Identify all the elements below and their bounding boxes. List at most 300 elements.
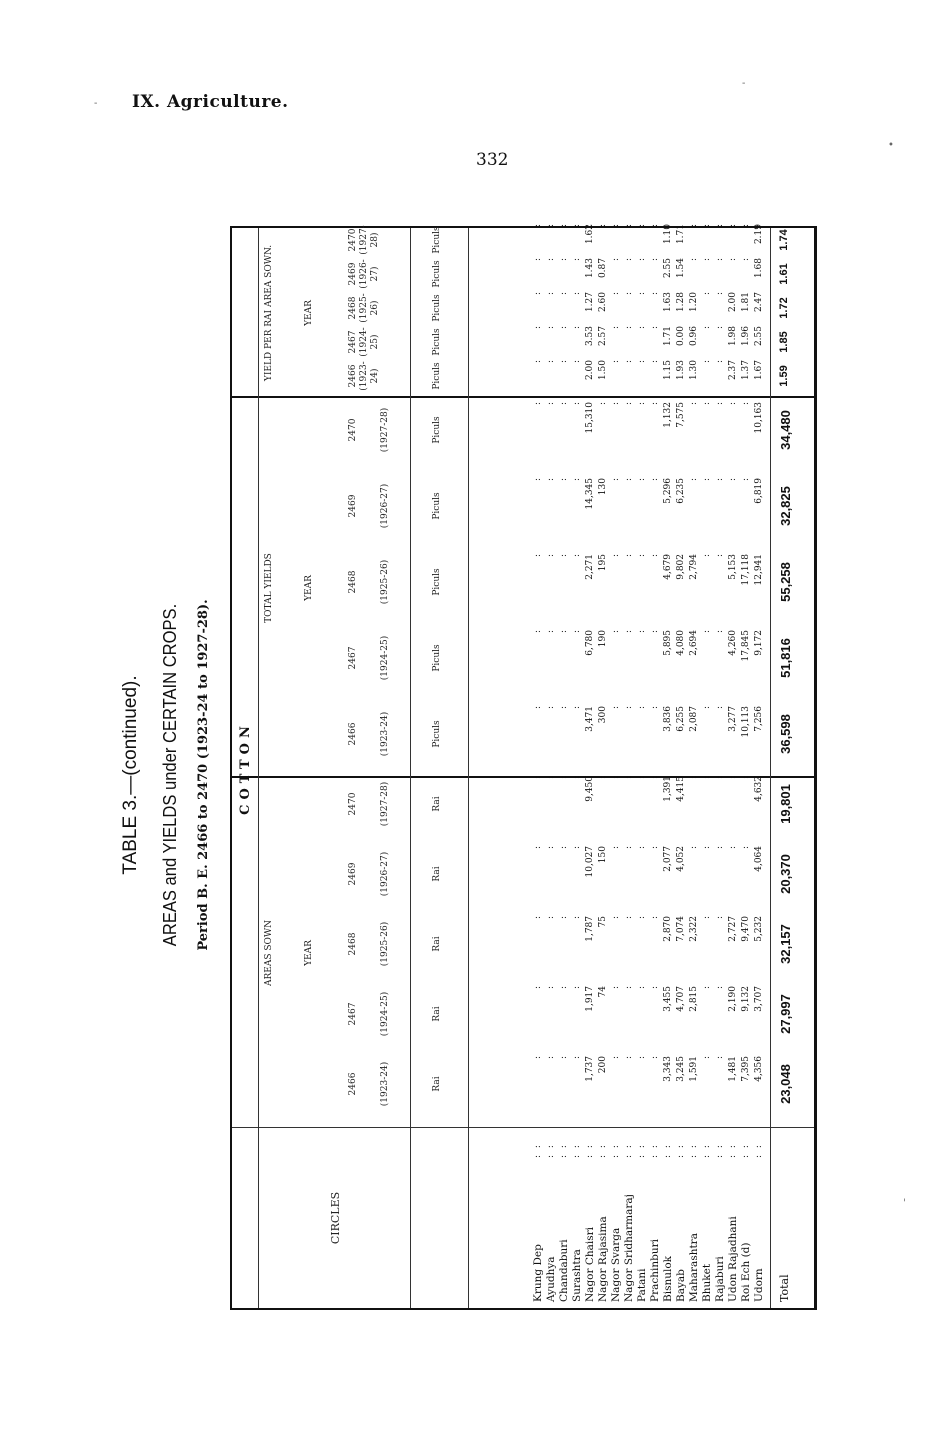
per-rai-cell: :	[650, 258, 660, 262]
circle-name: Nagor Sridharmaraj	[623, 1194, 635, 1302]
table-title: TABLE 3.—(continued).	[120, 675, 141, 875]
per-rai-cell: :	[611, 224, 621, 228]
area-cell: :	[624, 1056, 634, 1060]
area-cell: :	[533, 776, 543, 780]
unit-label: Piculs	[432, 328, 442, 356]
circle-name: Rajaburi	[714, 1256, 726, 1302]
yield-cell: :	[611, 630, 621, 634]
total-area: 23,048	[778, 1064, 793, 1104]
section-heading: IX. Agriculture.	[132, 92, 289, 112]
yield-cell: 195	[598, 554, 608, 572]
unit-label: Piculs	[432, 644, 442, 672]
year-label: YEAR	[304, 940, 314, 966]
area-cell: 9,470	[741, 916, 751, 942]
per-rai-cell: :	[650, 224, 660, 228]
area-cell: :	[689, 846, 699, 850]
per-rai-cell: :	[546, 360, 556, 364]
yield-cell: :	[624, 630, 634, 634]
per-rai-cell: 1.20	[689, 292, 699, 313]
yield-cell: 2,271	[585, 554, 595, 580]
year-header-ce: (1926-27)	[380, 851, 390, 897]
yield-cell: :	[611, 554, 621, 558]
area-cell: 1,591	[689, 1056, 699, 1082]
year-header-be: 2468	[348, 570, 358, 594]
per-rai-cell: :	[715, 292, 725, 296]
area-cell: 4,415	[676, 776, 686, 802]
yield-cell: :	[611, 402, 621, 406]
total-yield: 51,816	[778, 638, 793, 678]
per-rai-cell: :	[546, 326, 556, 330]
per-rai-cell: :	[611, 292, 621, 296]
area-cell: 1,481	[728, 1056, 738, 1082]
area-cell: :	[559, 1056, 569, 1060]
area-cell: :	[650, 776, 660, 780]
circle-name: Ayudhya	[545, 1256, 557, 1302]
area-cell: :	[650, 986, 660, 990]
year-header-ce: 28)	[370, 232, 380, 248]
total-per-rai: 1.74	[778, 229, 790, 251]
per-rai-cell: :	[702, 224, 712, 228]
circles-header: CIRCLES	[329, 1191, 342, 1245]
leader-dots: : :	[663, 1143, 673, 1158]
yield-cell: :	[533, 706, 543, 710]
per-rai-cell: :	[572, 258, 582, 262]
yield-cell: 17,118	[741, 554, 751, 586]
total-yield: 55,258	[778, 562, 793, 602]
year-header-ce: (1923-24)	[380, 711, 390, 757]
per-rai-cell: 2.37	[728, 360, 738, 381]
unit-label: Piculs	[432, 492, 442, 520]
row-rule	[770, 228, 771, 1308]
area-cell: :	[715, 986, 725, 990]
year-header-be: 2466	[348, 1072, 358, 1096]
year-header-ce: (1923-24)	[380, 1061, 390, 1107]
yield-cell: 6,819	[754, 478, 764, 504]
area-cell: :	[611, 1056, 621, 1060]
yield-cell: 3,471	[585, 706, 595, 732]
per-rai-cell: :	[624, 292, 634, 296]
per-rai-cell: 2.00	[585, 360, 595, 381]
per-rai-cell: :	[572, 224, 582, 228]
area-cell: 3,455	[663, 986, 673, 1012]
year-header-ce: (1927-28)	[380, 407, 390, 453]
yield-cell: 10,113	[741, 706, 751, 738]
unit-label: Piculs	[432, 260, 442, 288]
circle-name: Udon Rajadhani	[727, 1216, 739, 1302]
yield-cell: :	[572, 706, 582, 710]
yield-cell: 10,163	[754, 402, 764, 434]
unit-label: Rai	[432, 1006, 442, 1022]
area-cell: :	[702, 986, 712, 990]
per-rai-cell: :	[637, 258, 647, 262]
yield-cell: :	[650, 554, 660, 558]
area-cell: :	[559, 916, 569, 920]
unit-label: Piculs	[432, 294, 442, 322]
yield-cell: :	[559, 706, 569, 710]
yield-cell: :	[715, 478, 725, 482]
total-area: 19,801	[778, 784, 793, 824]
leader-dots: : :	[702, 1143, 712, 1158]
area-cell: 2,077	[663, 846, 673, 872]
area-cell: 200	[598, 1056, 608, 1074]
yield-cell: :	[533, 554, 543, 558]
per-rai-cell: :	[715, 326, 725, 330]
per-rai-cell: :	[650, 292, 660, 296]
per-rai-cell: :	[611, 326, 621, 330]
total-per-rai: 1.59	[778, 365, 790, 387]
per-rai-cell: 1.27	[585, 292, 595, 313]
yield-cell: :	[559, 630, 569, 634]
area-cell: :	[533, 1056, 543, 1060]
circle-name: Roi Ech (d)	[740, 1242, 752, 1302]
leader-dots: : :	[572, 1143, 582, 1158]
yield-cell: 130	[598, 478, 608, 496]
yield-cell: 6,235	[676, 478, 686, 504]
per-rai-cell: :	[689, 224, 699, 228]
yield-cell: :	[572, 402, 582, 406]
per-rai-cell: :	[702, 292, 712, 296]
table-subtitle: AREAS and YIELDS under CERTAIN CROPS.	[160, 603, 180, 947]
yield-cell: :	[637, 554, 647, 558]
per-rai-cell: 0.87	[598, 258, 608, 279]
yield-cell: :	[637, 478, 647, 482]
area-cell: :	[689, 776, 699, 780]
year-header-ce: (1924-25)	[380, 991, 390, 1037]
per-rai-cell: :	[650, 326, 660, 330]
per-rai-cell: :	[637, 292, 647, 296]
yield-cell: :	[715, 630, 725, 634]
area-cell: :	[559, 986, 569, 990]
leader-dots: : :	[754, 1143, 764, 1158]
yield-cell: 4,080	[676, 630, 686, 656]
yield-cell: :	[546, 706, 556, 710]
per-rai-cell: :	[624, 224, 634, 228]
yield-cell: 9,802	[676, 554, 686, 580]
yield-cell: 5,153	[728, 554, 738, 580]
yield-cell: 2,794	[689, 554, 699, 580]
area-cell: :	[637, 1056, 647, 1060]
circle-name: Bayab	[675, 1269, 687, 1302]
per-rai-cell: 1.71	[676, 224, 686, 245]
unit-label: Piculs	[432, 362, 442, 390]
area-cell: :	[702, 846, 712, 850]
area-cell: 74	[598, 986, 608, 998]
yield-cell: :	[637, 402, 647, 406]
per-rai-cell: :	[624, 326, 634, 330]
per-rai-cell: :	[741, 258, 751, 262]
scan-speck: -	[742, 78, 746, 89]
yield-cell: 5,296	[663, 478, 673, 504]
yield-cell: :	[559, 554, 569, 558]
area-cell: 1,917	[585, 986, 595, 1012]
area-cell: :	[650, 846, 660, 850]
yield-cell: :	[637, 706, 647, 710]
yield-cell: :	[559, 478, 569, 482]
per-rai-cell: 1.62	[585, 224, 595, 245]
year-header-be: 2469	[348, 862, 358, 886]
per-rai-cell: 0.96	[689, 326, 699, 347]
year-header-be: 2468	[348, 932, 358, 956]
per-rai-cell: 2.47	[754, 292, 764, 313]
area-cell: 2,815	[689, 986, 699, 1012]
table-period: Period B. E. 2466 to 2470 (1923-24 to 1927-28).	[196, 599, 211, 951]
per-rai-cell: :	[533, 224, 543, 228]
unit-label: Rai	[432, 866, 442, 882]
area-cell: :	[650, 1056, 660, 1060]
area-cell: 1,787	[585, 916, 595, 942]
per-rai-cell: :	[702, 258, 712, 262]
leader-dots: : :	[637, 1143, 647, 1158]
per-rai-cell: 1.93	[676, 360, 686, 381]
area-cell: :	[637, 916, 647, 920]
yield-cell: :	[715, 554, 725, 558]
area-cell: 7,395	[741, 1056, 751, 1082]
circle-name: Patani	[636, 1268, 648, 1302]
yield-cell: :	[715, 402, 725, 406]
yield-cell: :	[702, 706, 712, 710]
yield-cell: 12,941	[754, 554, 764, 586]
yield-cell: :	[546, 478, 556, 482]
leader-dots: : :	[689, 1143, 699, 1158]
area-cell: :	[728, 776, 738, 780]
yield-cell: :	[741, 478, 751, 482]
per-rai-cell: :	[637, 326, 647, 330]
total-area: 32,157	[778, 924, 793, 964]
per-rai-cell: 1.68	[754, 258, 764, 279]
yield-cell: :	[533, 402, 543, 406]
yield-cell: 1,132	[663, 402, 673, 428]
total-area: 20,370	[778, 854, 793, 894]
per-rai-cell: 1.98	[728, 326, 738, 347]
area-cell: :	[702, 916, 712, 920]
per-rai-cell: :	[650, 360, 660, 364]
per-rai-cell: :	[611, 360, 621, 364]
year-header-ce: (1923-	[359, 361, 369, 391]
area-cell: :	[546, 986, 556, 990]
per-rai-cell: 1.15	[663, 360, 673, 381]
total-per-rai: 1.85	[778, 331, 790, 353]
per-rai-cell: :	[533, 326, 543, 330]
area-cell: :	[598, 776, 608, 780]
area-cell: :	[611, 916, 621, 920]
total-per-rai: 1.72	[778, 297, 790, 319]
unit-label: Piculs	[432, 416, 442, 444]
year-header-ce: 27)	[370, 266, 380, 282]
per-rai-cell: :	[728, 224, 738, 228]
area-cell: :	[611, 846, 621, 850]
yield-cell: 3,277	[728, 706, 738, 732]
yield-cell: :	[702, 630, 712, 634]
year-header-ce: 26)	[370, 300, 380, 316]
area-cell: :	[728, 846, 738, 850]
area-cell: 9,450	[585, 776, 595, 802]
per-rai-cell: 1.81	[741, 292, 751, 313]
yield-cell: :	[611, 478, 621, 482]
per-rai-cell: :	[559, 224, 569, 228]
yield-cell: 300	[598, 706, 608, 724]
rotated-table-page	[120, 120, 810, 1310]
per-rai-cell: 1.50	[598, 360, 608, 381]
per-rai-cell: 0.00	[676, 326, 686, 347]
year-header-be: 2469	[348, 494, 358, 518]
yield-cell: :	[650, 630, 660, 634]
yield-cell: 6,255	[676, 706, 686, 732]
area-cell: 1,737	[585, 1056, 595, 1082]
per-rai-cell: 1.28	[676, 292, 686, 313]
per-rai-cell: 1.54	[676, 258, 686, 279]
area-cell: :	[572, 1056, 582, 1060]
per-rai-cell: :	[637, 224, 647, 228]
circle-name: Bhuket	[701, 1263, 713, 1302]
area-cell: :	[650, 916, 660, 920]
area-cell: :	[741, 846, 751, 850]
year-header-ce: (1925-	[359, 293, 369, 323]
per-rai-cell: 2.60	[598, 292, 608, 313]
area-cell: 4,707	[676, 986, 686, 1012]
area-cell: 10,027	[585, 846, 595, 878]
area-cell: :	[715, 776, 725, 780]
row-rule	[410, 228, 411, 1308]
scan-speck: '	[903, 1198, 906, 1209]
area-cell: :	[624, 916, 634, 920]
yield-cell: :	[546, 630, 556, 634]
yield-cell: :	[728, 402, 738, 406]
unit-label: Piculs	[432, 226, 442, 254]
area-cell: :	[637, 776, 647, 780]
area-cell: 4,052	[676, 846, 686, 872]
yield-cell: 9,172	[754, 630, 764, 656]
year-header-ce: 25)	[370, 334, 380, 350]
area-cell: :	[715, 1056, 725, 1060]
per-rai-cell: 1.63	[663, 292, 673, 313]
total-yield: 34,480	[778, 410, 793, 450]
area-cell: :	[611, 776, 621, 780]
yield-cell: 7,256	[754, 706, 764, 732]
year-label: YEAR	[304, 300, 314, 326]
per-rai-cell: 1.37	[741, 360, 751, 381]
col-divider	[232, 396, 814, 398]
yield-cell: 4,260	[728, 630, 738, 656]
yield-cell: :	[559, 402, 569, 406]
total-area: 27,997	[778, 994, 793, 1034]
per-rai-cell: 3.53	[585, 326, 595, 347]
per-rai-cell: :	[715, 224, 725, 228]
per-rai-cell: 2.55	[754, 326, 764, 347]
per-rai-cell: :	[624, 360, 634, 364]
per-rai-cell: :	[741, 224, 751, 228]
year-label: YEAR	[304, 575, 314, 601]
yield-cell: :	[611, 706, 621, 710]
per-rai-cell: :	[702, 326, 712, 330]
yield-cell: :	[702, 478, 712, 482]
area-cell: :	[611, 986, 621, 990]
row-rule	[258, 228, 259, 1308]
row-rule	[468, 228, 469, 1308]
year-header-ce: (1926-27)	[380, 483, 390, 529]
yield-cell: :	[546, 402, 556, 406]
yield-cell: :	[741, 402, 751, 406]
area-cell: 4,356	[754, 1056, 764, 1082]
area-cell: 2,727	[728, 916, 738, 942]
area-cell: 9,132	[741, 986, 751, 1012]
page-number: 332	[476, 150, 509, 170]
yield-cell: :	[650, 478, 660, 482]
per-rai-cell: 2.19	[754, 224, 764, 245]
area-cell: :	[533, 916, 543, 920]
leader-dots: : :	[624, 1143, 634, 1158]
year-header-ce: (1927-28)	[380, 781, 390, 827]
yield-cell: :	[598, 402, 608, 406]
per-rai-cell: :	[533, 258, 543, 262]
area-cell: :	[546, 846, 556, 850]
yield-cell: :	[650, 402, 660, 406]
group-header-areas: AREAS SOWN	[264, 919, 274, 987]
group-header-yields: TOTAL YIELDS	[264, 553, 274, 623]
crop-heading: COTTON	[238, 721, 253, 815]
area-cell: 3,707	[754, 986, 764, 1012]
per-rai-cell: :	[559, 360, 569, 364]
area-cell: :	[572, 916, 582, 920]
per-rai-cell: 2.55	[663, 258, 673, 279]
area-cell: :	[572, 986, 582, 990]
yield-cell: :	[715, 706, 725, 710]
yield-cell: :	[702, 402, 712, 406]
data-table	[230, 226, 817, 1310]
unit-label: Piculs	[432, 720, 442, 748]
col-divider	[232, 1127, 814, 1128]
leader-dots: : :	[533, 1143, 543, 1158]
yield-cell: 7,575	[676, 402, 686, 428]
year-header-be: 2470	[348, 228, 358, 252]
yield-cell: 3,836	[663, 706, 673, 732]
area-cell: :	[546, 776, 556, 780]
per-rai-cell: :	[715, 360, 725, 364]
area-cell: 7,074	[676, 916, 686, 942]
area-cell: 150	[598, 846, 608, 864]
year-header-ce: (1924-25)	[380, 635, 390, 681]
unit-label: Rai	[432, 1076, 442, 1092]
year-header-be: 2466	[348, 364, 358, 388]
yield-cell: :	[533, 478, 543, 482]
yield-cell: :	[572, 630, 582, 634]
yield-cell: :	[572, 478, 582, 482]
area-cell: :	[624, 986, 634, 990]
per-rai-cell: 2.57	[598, 326, 608, 347]
per-rai-cell: :	[533, 292, 543, 296]
yield-cell: :	[624, 554, 634, 558]
area-cell: 1,391	[663, 776, 673, 802]
total-per-rai: 1.61	[778, 263, 790, 285]
circle-name: Udorn	[753, 1268, 765, 1302]
leader-dots: : :	[598, 1143, 608, 1158]
year-header-ce: (1925-26)	[380, 921, 390, 967]
leader-dots: : :	[728, 1143, 738, 1158]
per-rai-cell: :	[689, 258, 699, 262]
year-header-be: 2470	[348, 418, 358, 442]
leader-dots: : :	[676, 1143, 686, 1158]
area-cell: :	[702, 1056, 712, 1060]
yield-cell: :	[546, 554, 556, 558]
circle-name: Surashtra	[571, 1249, 583, 1302]
unit-label: Piculs	[432, 568, 442, 596]
area-cell: 4,064	[754, 846, 764, 872]
circle-name: Chandaburi	[558, 1239, 570, 1302]
yield-cell: 4,679	[663, 554, 673, 580]
yield-cell: 14,345	[585, 478, 595, 510]
per-rai-cell: 1.10	[663, 224, 673, 245]
area-cell: :	[741, 776, 751, 780]
per-rai-cell: :	[715, 258, 725, 262]
